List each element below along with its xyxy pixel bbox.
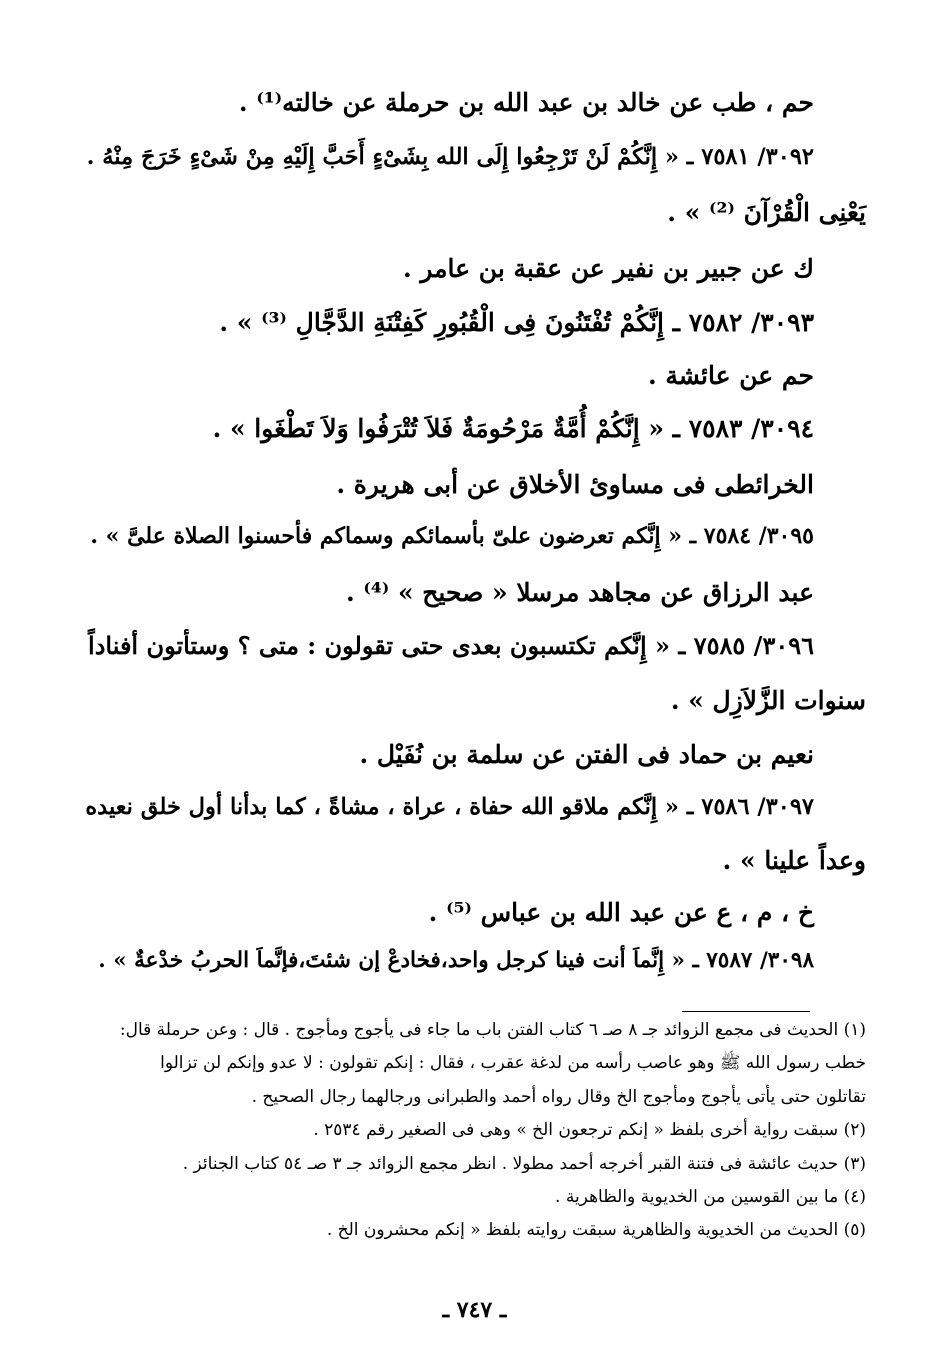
footnote-line: (٤) ما بين القوسين من الخديوية والظاهرية . xyxy=(555,1187,866,1207)
footnote-line: (٣) حديث عائشة فى فتنة القبر أخرجه أحمد مطولا . انظر مجمع الزوائد جـ ٣ صـ ٥٤ كتاب الجنائز . xyxy=(182,1154,866,1174)
source-line: حم عن عائشة . xyxy=(647,361,814,390)
source-line: عبد الرزاق عن مجاهد مرسلا « صحيح » ⁽⁴⁾ . xyxy=(346,578,814,607)
hadith-line-continued: يَعْنِى الْقُرْآنَ ⁽²⁾ » . xyxy=(667,198,866,227)
footnote-line: (٥) الحديث من الخديوية والظاهرية سبقت روايته بلفظ « إنكم محشرون الخ . xyxy=(326,1220,866,1240)
hadith-line: ٣٠٩٥/ ٧٥٨٤ ـ « إِنَّكم تعرضون علىّ بأسمائكم وسماكم فأحسنوا الصلاة علىَّ » . xyxy=(90,523,814,549)
footnote-line: (١) الحديث فى مجمع الزوائد جـ ٨ صـ ٦ كتاب الفتن باب ما جاء فى يأجوج ومأجوج . قال : وعن حرملة قال: xyxy=(119,1020,866,1040)
hadith-line-continued: وعداً علينا » . xyxy=(722,846,866,875)
source-line: ك عن جبير بن نفير عن عقبة بن عامر . xyxy=(402,254,814,283)
hadith-line: ٣٠٩٧/ ٧٥٨٦ ـ « إِنَّكم ملاقو الله حفاة ، عراة ، مشاةً ، كما بدأنا أول خلق نعيده xyxy=(85,794,814,820)
source-line: الخرائطى فى مساوئ الأخلاق عن أبى هريرة . xyxy=(336,470,814,499)
source-line: خ ، م ، ع عن عبد الله بن عباس ⁽⁵⁾ . xyxy=(428,898,814,927)
footnote-line: تقاتلون حتى يأتى يأجوج ومأجوج الخ وقال رواه أحمد والطبرانى ورجالهما رجال الصحيح . xyxy=(251,1087,866,1107)
footnote-divider xyxy=(682,1011,810,1012)
hadith-line: ٣٠٩٨/ ٧٥٨٧ ـ « إِنَّماَ أنت فينا كرجل واحد،فخادعْ إن شئتَ،فإنَّماَ الحربُ خدْعةٌ » . xyxy=(98,948,814,973)
hadith-line: ٣٠٩٤/ ٧٥٨٣ ـ « إِنَّكُمْ أُمَّةٌ مَرْحُومَةٌ فَلاَ تُتْرَفُوا وَلاَ تَطْغَوا » . xyxy=(212,414,814,443)
hadith-line-continued: سنوات الزَّلاَزِل » . xyxy=(670,686,866,715)
footnote-line: خطب رسول الله ﷺ وهو عاصب رأسه من لدغة عقرب ، فقال : إنكم تقولون : لا عدو وإنكم لن تزالوا xyxy=(160,1053,866,1073)
hadith-line: ٣٠٩٢/ ٧٥٨١ ـ « إِنَّكُمْ لَنْ تَرْجِعُوا إِلَى الله بِشَىْءٍ أَحَبَّ إِلَيْهِ مِنْ شَىْءٍ خَرَجَ مِنْهُ . xyxy=(86,144,814,170)
source-line: حم ، طب عن خالد بن عبد الله بن حرملة عن خالته⁽¹⁾ . xyxy=(238,88,814,117)
hadith-line: ٣٠٩٣/ ٧٥٨٢ ـ إِنَّكُمْ تُفْتَنُونَ فِى الْقُبُورِ كَفِتْنَةِ الدَّجَّالِ ⁽³⁾ » . xyxy=(219,308,814,337)
source-line: نعيم بن حماد فى الفتن عن سلمة بن نُفَيْل . xyxy=(359,740,814,769)
footnote-line: (٢) سبقت رواية أخرى بلفظ « إنكم ترجعون الخ » وهى فى الصغير رقم ٢٥٣٤ . xyxy=(313,1120,866,1140)
hadith-line: ٣٠٩٦/ ٧٥٨٥ ـ « إِنَّكم تكتسبون بعدى حتى تقولون : متى ؟ وستأتون أفناداً xyxy=(88,631,814,660)
page-number: ـ ٧٤٧ ـ xyxy=(442,1297,507,1323)
